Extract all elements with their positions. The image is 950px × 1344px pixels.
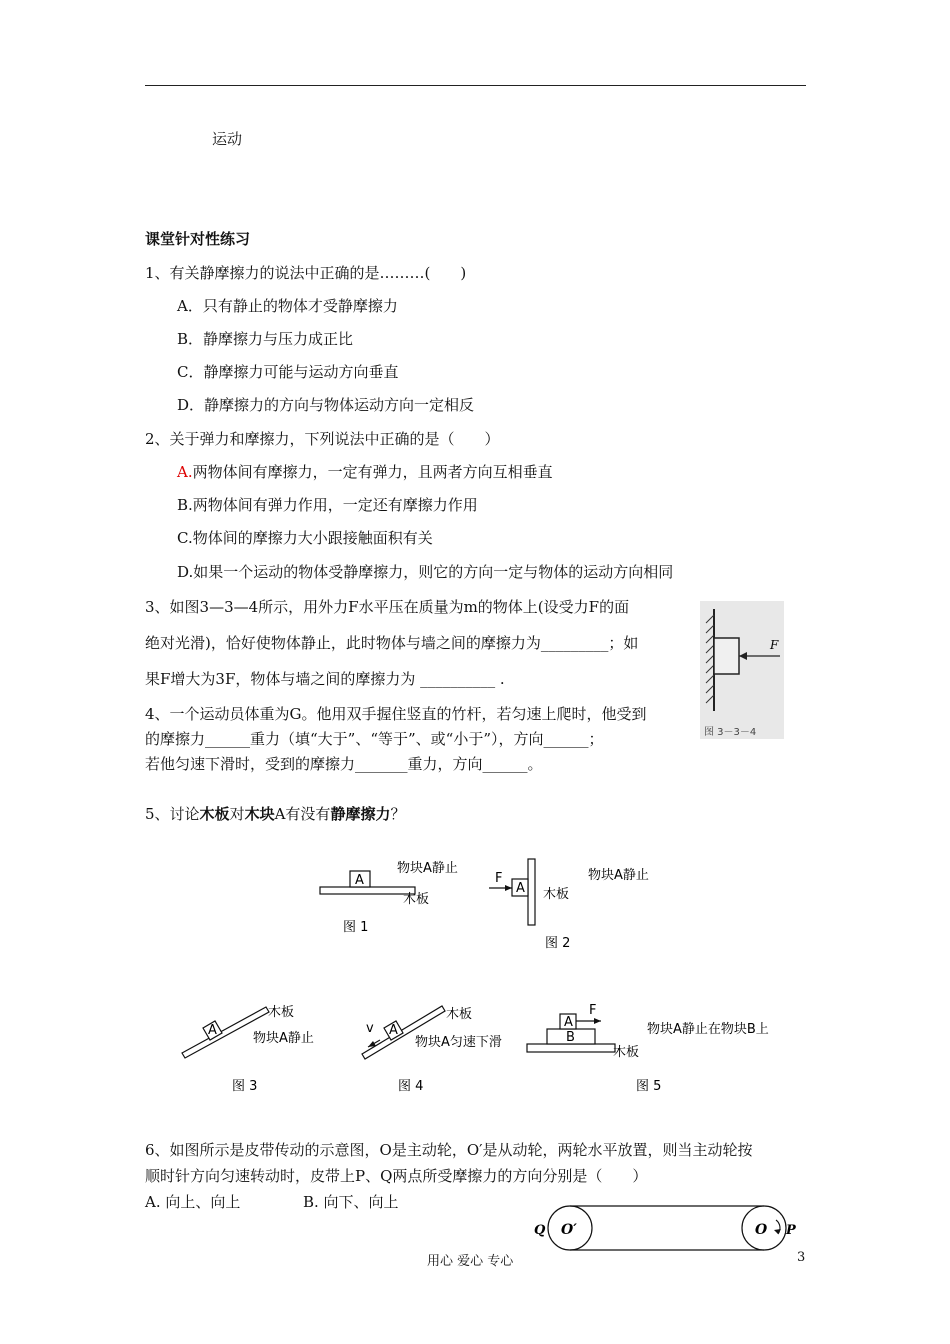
figure-5 <box>525 1000 785 1095</box>
q2-answer-letter: A. <box>177 463 193 481</box>
figure-2 <box>485 855 665 955</box>
f1-note: 物块A静止 <box>397 861 458 876</box>
q2-option-a-text: 两物体间有摩擦力，一定有弹力，且两者方向互相垂直 <box>192 463 553 481</box>
q5-text-2: 对 <box>229 805 245 823</box>
f1-caption: 图 1 <box>343 920 369 935</box>
f5-board-label: 木板 <box>613 1045 640 1060</box>
f3-caption: 图 3 <box>232 1079 258 1094</box>
f3-block-label: A <box>208 1023 217 1038</box>
q1-option-b: B．静摩擦力与压力成正比 <box>177 330 354 348</box>
fig-force-label: F <box>770 638 779 652</box>
f5-caption: 图 5 <box>636 1079 662 1094</box>
f5-blockA-label: A <box>564 1015 573 1030</box>
q1-option-c: C．静摩擦力可能与运动方向垂直 <box>177 363 399 381</box>
q6-line2: 顺时针方向匀速转动时，皮带上P、Q两点所受摩擦力的方向分别是（ ） <box>145 1167 648 1185</box>
q2-stem: 2、关于弹力和摩擦力，下列说法中正确的是（ ） <box>145 430 500 448</box>
f3-board-label: 木板 <box>268 1005 295 1020</box>
q2-option-d: D.如果一个运动的物体受静摩擦力，则它的方向一定与物体的运动方向相同 <box>177 563 674 581</box>
q3-line2: 绝对光滑)，恰好使物体静止，此时物体与墙之间的摩擦力为_________；如 <box>145 634 639 652</box>
q3-line1: 3、如图3—3—4所示，用外力F水平压在质量为m的物体上(设受力F的面 <box>145 598 630 616</box>
footer-motto: 用心 爱心 专心 <box>427 1254 514 1269</box>
figure-3-3-4 <box>700 601 784 739</box>
f3-note: 物块A静止 <box>253 1031 314 1046</box>
f1-block-label: A <box>355 873 364 888</box>
figure-4 <box>358 1000 528 1095</box>
q4-line2: 的摩擦力______重力（填“大于”、“等于”、或“小于”），方向______； <box>145 730 604 748</box>
driven-wheel-label: O′ <box>561 1222 577 1238</box>
q5-stem <box>145 803 405 824</box>
figure-1 <box>315 855 475 935</box>
figure-3 <box>178 1000 328 1095</box>
f2-block-label: A <box>516 881 525 896</box>
f5-note: 物块A静止在物块B上 <box>647 1022 769 1037</box>
f4-block-label: A <box>389 1023 398 1038</box>
q6-option-b: B. 向下、向上 <box>303 1193 399 1211</box>
q2-option-c: C.物体间的摩擦力大小跟接触面积有关 <box>177 529 433 547</box>
q1-stem: 1、有关静摩擦力的说法中正确的是………( ) <box>145 264 467 282</box>
f4-note: 物块A匀速下滑 <box>415 1035 502 1050</box>
f5-force-label: F <box>589 1003 597 1018</box>
q6-option-a: A. 向上、向上 <box>145 1193 241 1211</box>
point-p-label: P <box>786 1223 796 1238</box>
continued-word: 运动 <box>212 130 243 148</box>
fig-caption: 图 3－3－4 <box>704 727 757 738</box>
q5-text-3: A有没有 <box>274 805 331 823</box>
q5-text-4: ？ <box>390 805 406 823</box>
q5-text-1: 5、讨论 <box>145 805 200 823</box>
f4-board-label: 木板 <box>446 1007 473 1022</box>
f2-board-label: 木板 <box>543 887 570 902</box>
section-title: 课堂针对性练习 <box>145 230 251 248</box>
header-rule <box>145 85 806 86</box>
q4-line3: 若他匀速下滑时，受到的摩擦力_______重力，方向______。 <box>145 755 543 773</box>
q4-line1: 4、一个运动员体重为G。他用双手握住竖直的竹杆，若匀速上爬时，他受到 <box>145 705 647 723</box>
q5-bold-friction: 静摩擦力 <box>330 805 391 823</box>
q5-bold-block: 木块 <box>244 805 275 823</box>
q6-line1: 6、如图所示是皮带传动的示意图，O是主动轮，O′是从动轮，两轮水平放置，则当主动轮按 <box>145 1141 753 1159</box>
f2-caption: 图 2 <box>545 936 571 951</box>
q2-option-b: B.两物体间有弹力作用，一定还有摩擦力作用 <box>177 496 478 514</box>
q1-option-a: A．只有静止的物体才受静摩擦力 <box>177 297 398 315</box>
point-q-label: Q <box>534 1223 546 1238</box>
q2-option-a <box>177 461 553 482</box>
belt-drive-figure <box>530 1204 800 1254</box>
f4-velocity-label: v <box>366 1021 374 1036</box>
q1-option-d: D．静摩擦力的方向与物体运动方向一定相反 <box>177 396 475 414</box>
f5-blockB-label: B <box>566 1030 575 1045</box>
f2-note: 物块A静止 <box>588 868 649 883</box>
q3-line3: 果F增大为3F，物体与墙之间的摩擦力为 __________ . <box>145 670 505 688</box>
drive-wheel-label: O <box>755 1222 768 1238</box>
f1-board-label: 木板 <box>403 892 430 907</box>
page-number: 3 <box>797 1250 806 1265</box>
q5-bold-board: 木板 <box>199 805 230 823</box>
f4-caption: 图 4 <box>398 1079 424 1094</box>
f2-force-label: F <box>495 871 503 886</box>
